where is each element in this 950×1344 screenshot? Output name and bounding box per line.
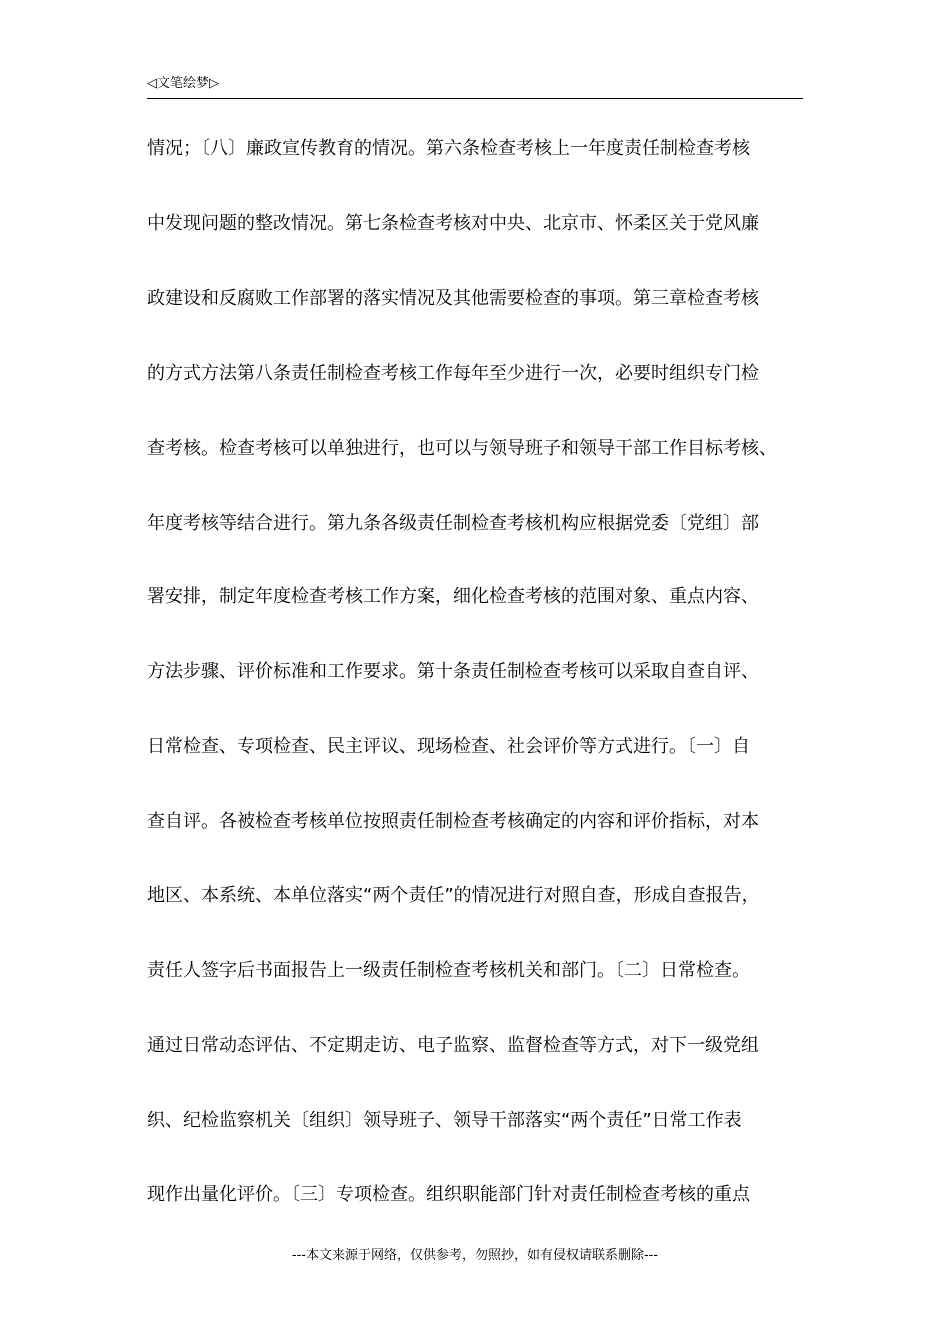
body-line: 查自评。各被检查考核单位按照责任制检查考核确定的内容和评价指标，对本 xyxy=(147,811,759,832)
body-line: 责任人签字后书面报告上一级责任制检查考核机关和部门。〔二〕日常检查。 xyxy=(147,960,750,981)
body-line: 年度考核等结合进行。第九条各级责任制检查考核机构应根据党委〔党组〕部 xyxy=(147,513,759,534)
body-line: 地区、本系统、本单位落实“两个责任”的情况进行对照自查，形成自查报告， xyxy=(147,885,760,906)
body-line: 情况；〔八〕廉政宣传教育的情况。第六条检查考核上一年度责任制检查考核 xyxy=(147,138,750,159)
body-line: 织、纪检监察机关〔组织〕领导班子、领导干部落实“两个责任”日常工作表 xyxy=(147,1110,742,1131)
body-line: 现作出量化评价。〔三〕专项检查。组织职能部门针对责任制检查考核的重点 xyxy=(147,1184,750,1205)
page-header xyxy=(147,74,803,99)
body-line: 署安排，制定年度检查考核工作方案，细化检查考核的范围对象、重点内容、 xyxy=(147,586,759,607)
page-footer: ---本文来源于网络，仅供参考，勿照抄，如有侵权请联系删除--- xyxy=(291,1248,659,1263)
body-line: 的方式方法第八条责任制检查考核工作每年至少进行一次，必要时组织专门检 xyxy=(147,363,759,384)
body-line: 政建设和反腐败工作部署的落实情况及其他需要检查的事项。第三章检查考核 xyxy=(147,288,759,309)
body-line: 方法步骤、评价标准和工作要求。第十条责任制检查考核可以采取自查自评、 xyxy=(147,661,759,682)
header-title: ◁文笔绘梦▷ xyxy=(147,76,219,91)
body-line: 中发现问题的整改情况。第七条检查考核对中央、北京市、怀柔区关于党风廉 xyxy=(147,213,759,234)
body-line: 查考核。检查考核可以单独进行，也可以与领导班子和领导干部工作目标考核、 xyxy=(147,438,777,459)
body-line: 日常检查、专项检查、民主评议、现场检查、社会评价等方式进行。〔一〕自 xyxy=(147,736,750,757)
body-line: 通过日常动态评估、不定期走访、电子监察、监督检查等方式，对下一级党组 xyxy=(147,1035,759,1056)
